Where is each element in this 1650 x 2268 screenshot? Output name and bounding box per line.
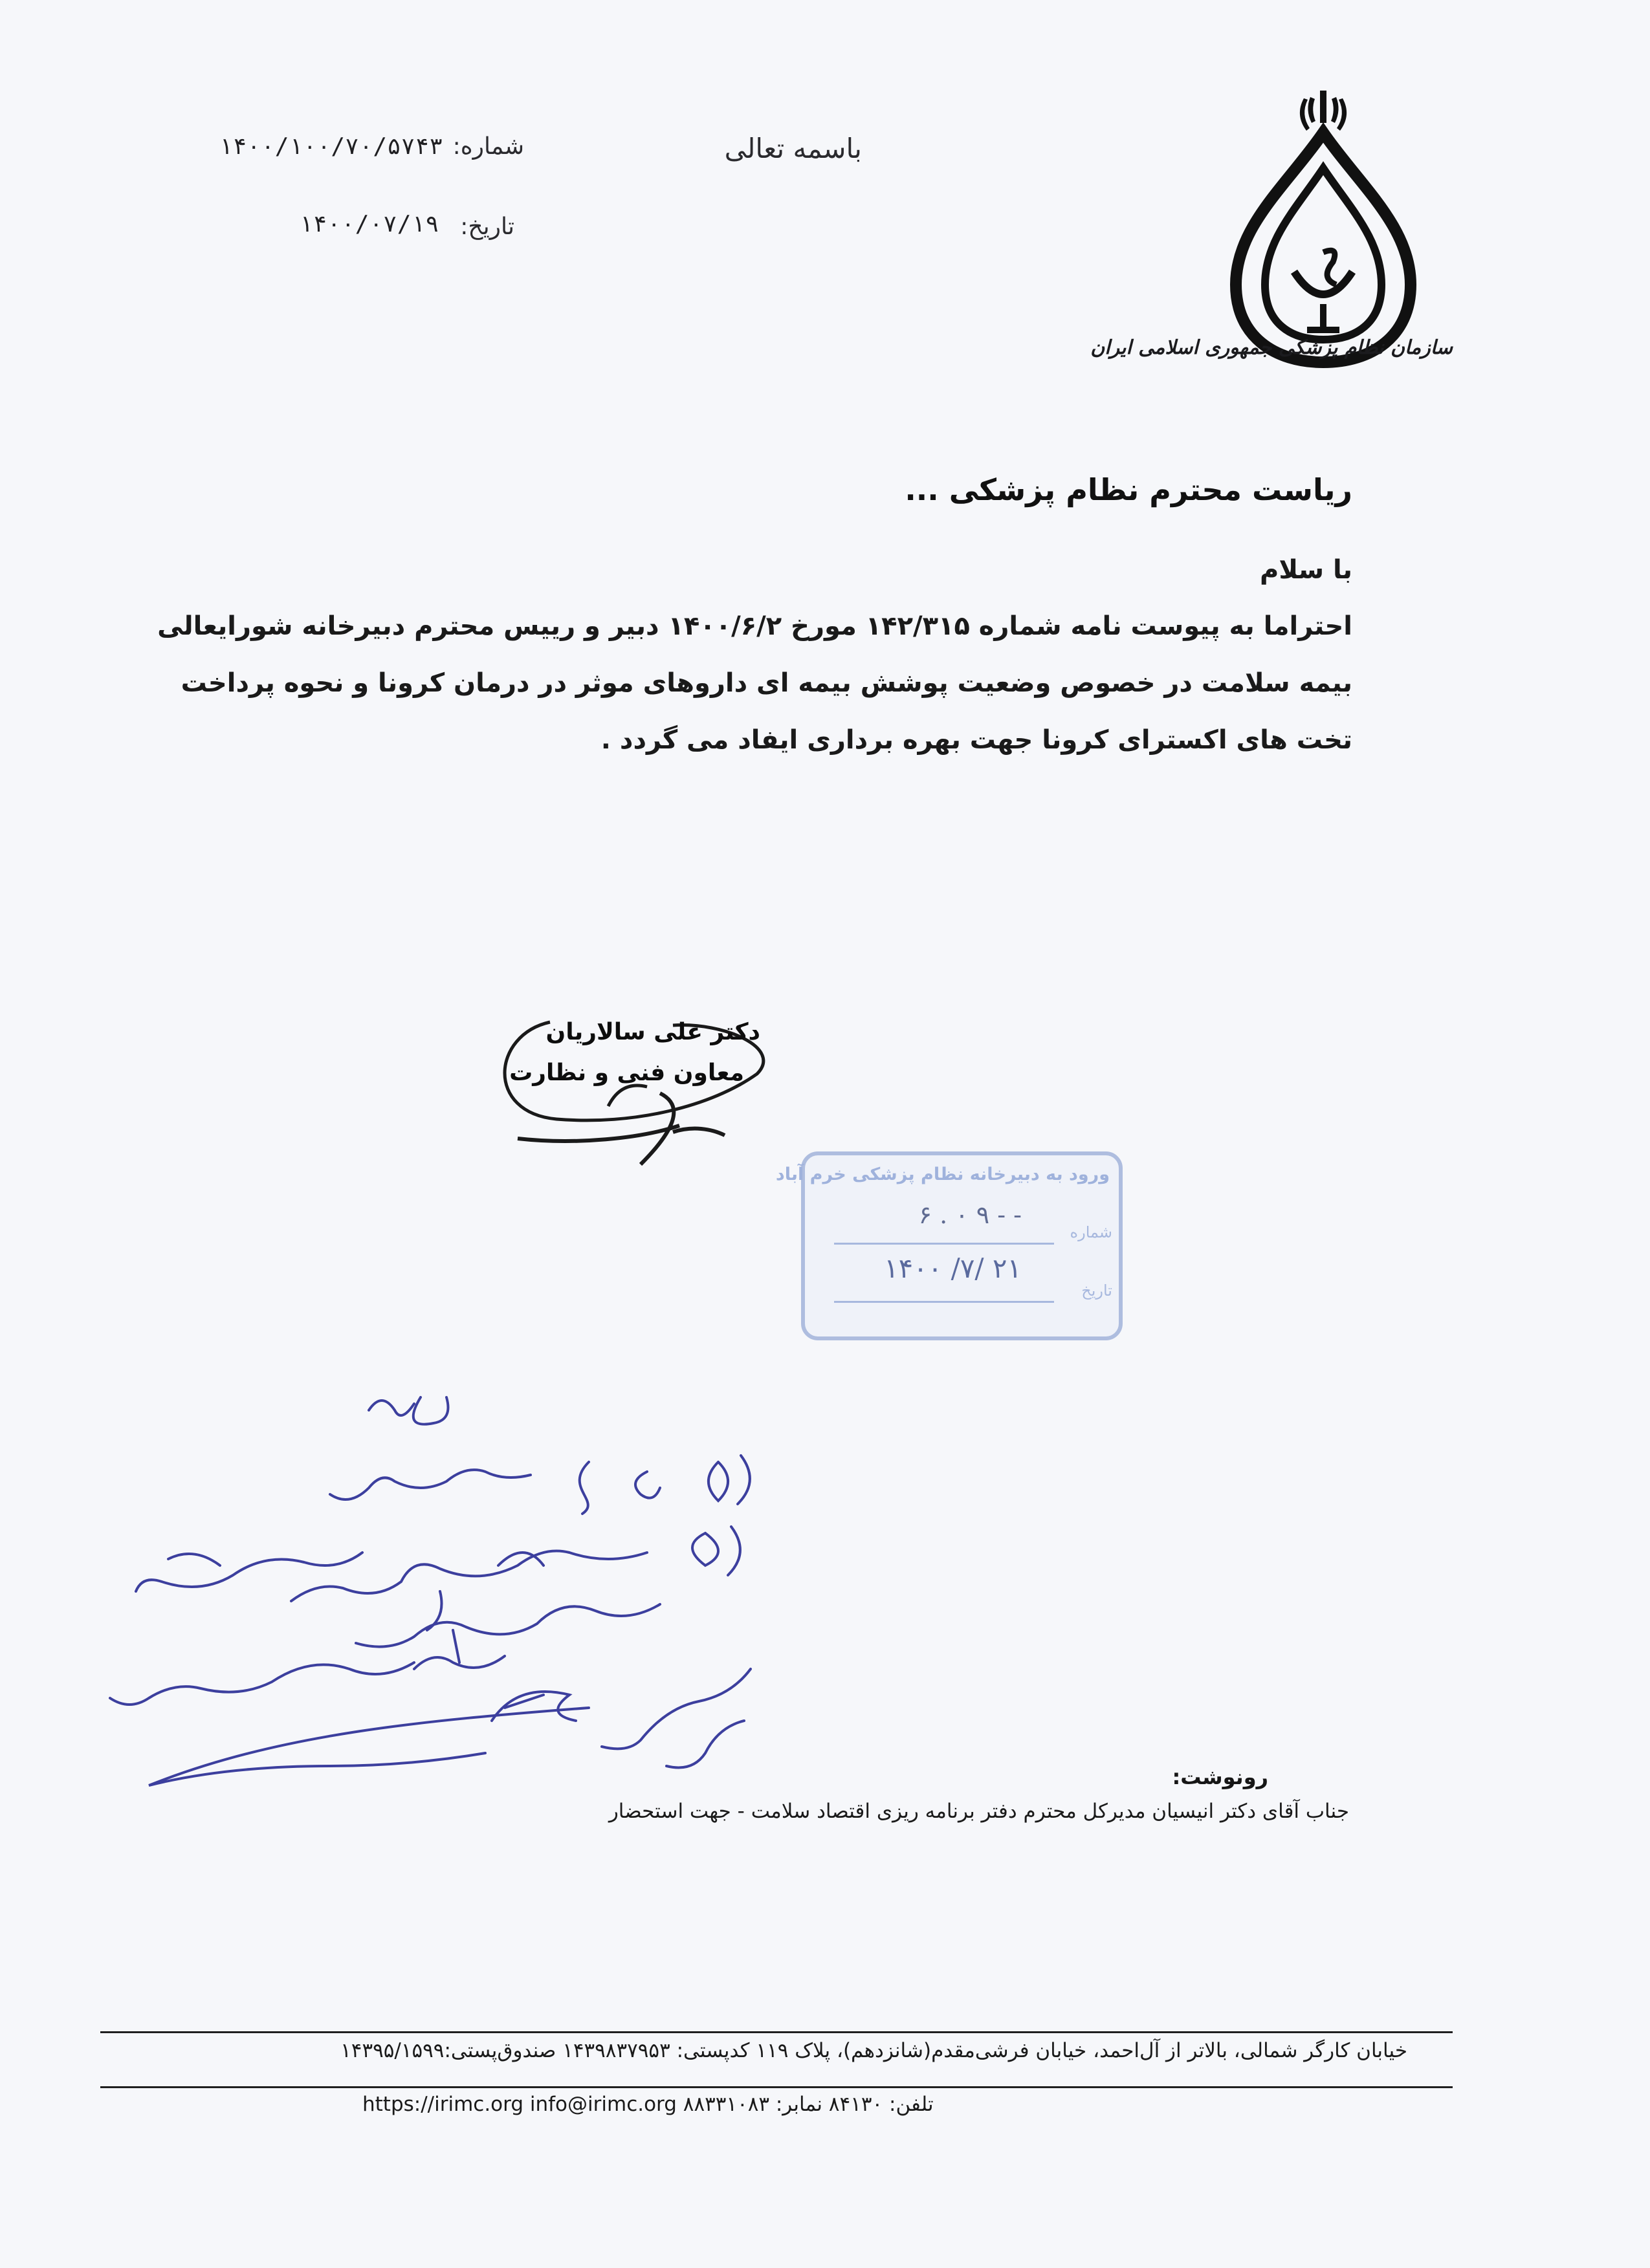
organization-name: سازمان نظام پزشکی جمهوری اسلامی ایران [1090,336,1453,359]
letter-date-value: ۱۴۰۰/۰۷/۱۹ [299,211,439,237]
signatory-title: معاون فنی و نظارت [509,1060,744,1086]
stamp-date-value: ۱۴۰۰ /۷/ ۲۱ [884,1252,1022,1284]
handwritten-note [91,1358,822,1798]
body-line: بیمه سلامت در خصوص وضعیت پوشش بیمه ای داروهای موثر در درمان کرونا و نحوه پرداخت [181,668,1352,698]
footer-address: خیابان کارگر شمالی، بالاتر از آل‌احمد، خیابان فرشی‌مقدم(شانزدهم)، پلاک ۱۱۹ کدپستی: ۱۴۳۹۸۳۷۹۵۳ صندوق‌پستی:۱۴۳۹۵/۱۵۹۹ [340,2039,1407,2062]
stamp-number-value: ۶ . ۰ ۹ - - [918,1201,1022,1229]
body-line: تخت های اکسترای کرونا جهت بهره برداری ایفاد می گردد . [600,725,1352,755]
stamp-rule [834,1301,1054,1303]
cc-label: رونوشت: [1172,1765,1268,1789]
recipient-line: ریاست محترم نظام پزشکی ... [905,472,1352,507]
letter-number-label: شماره: [452,133,524,160]
cc-recipient: جناب آقای دکتر انیسیان مدیرکل محترم دفتر برنامه ریزی اقتصاد سلامت - جهت استحضار [608,1800,1349,1823]
greeting: با سلام [1260,555,1352,585]
basmala-heading: باسمه تعالی [724,133,862,164]
letter-date-label: تاریخ: [460,213,514,240]
stamp-date-label: تاریخ [1081,1281,1112,1300]
receipt-stamp [775,1151,1123,1340]
stamp-header: ورود به دبیرخانه نظام پزشکی خرم آباد [775,1164,1110,1184]
footer-top-rule [100,2031,1453,2033]
body-line: احتراما به پیوست نامه شماره ۱۴۲/۳۱۵ مورخ ۱۴۰۰/۶/۲ دبیر و رییس محترم دبیرخانه شورایعالی [157,611,1352,641]
footer-contact: تلفن: ۸۴۱۳۰ نمابر: ۸۸۳۳۱۰۸۳ https://irimc.org info@irimc.org [362,2093,934,2116]
stamp-number-label: شماره [1070,1223,1112,1241]
footer-bottom-rule [100,2086,1453,2088]
letter-number-value: ۱۴۰۰/۱۰۰/۷۰/۵۷۴۳ [219,133,443,160]
signatory-name: دکتر علی سالاریان [545,1019,760,1045]
stamp-rule [834,1243,1054,1245]
